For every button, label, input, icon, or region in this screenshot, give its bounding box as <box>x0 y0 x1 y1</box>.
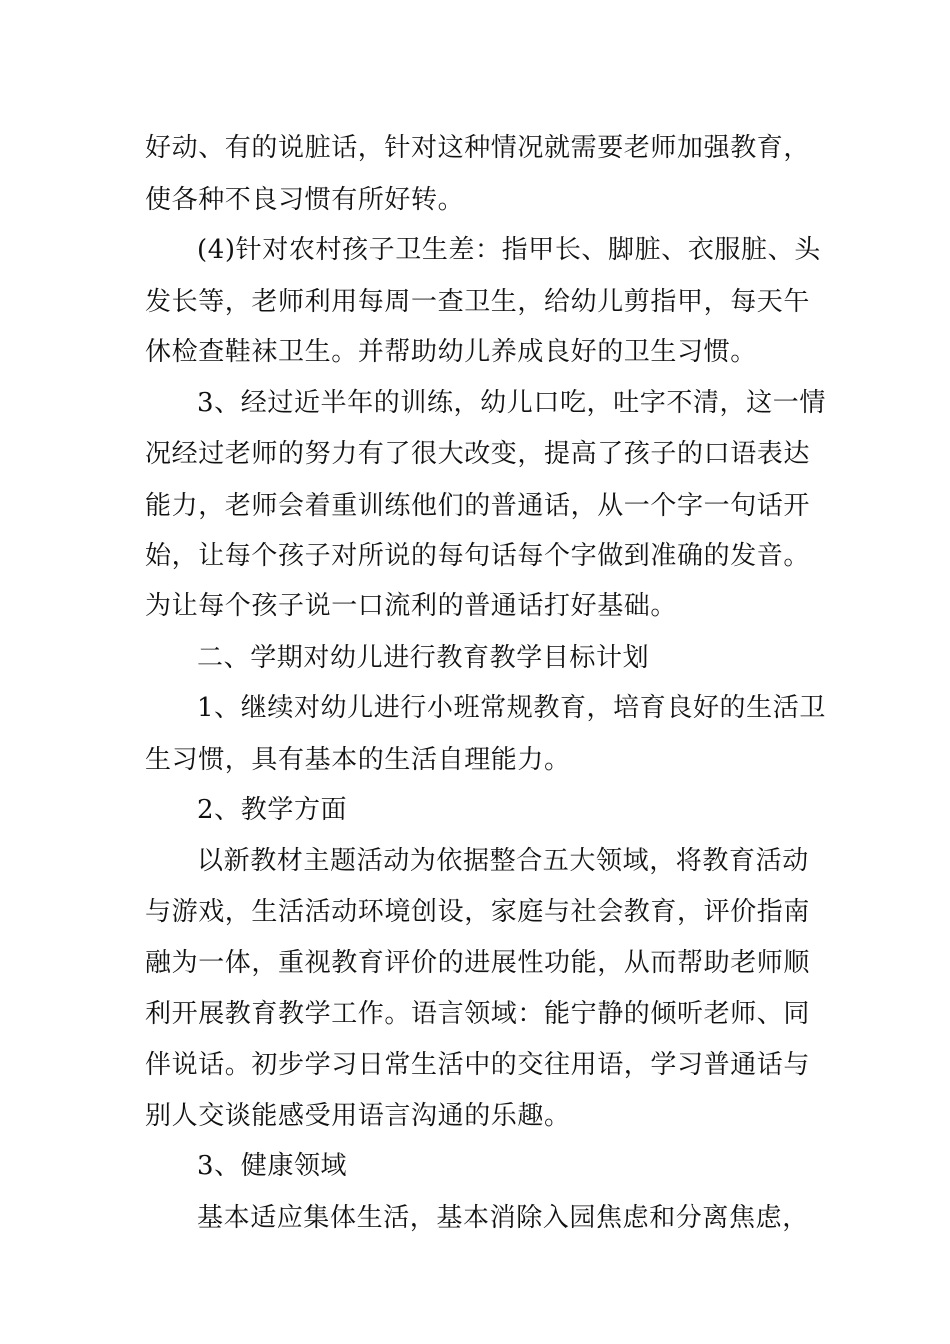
text-line: 为让每个孩子说一口流利的普通话打好基础。 <box>145 591 678 621</box>
text-line: 使各种不良习惯有所好转。 <box>145 185 465 215</box>
text-line: 伴说话。初步学习日常生活中的交往用语，学习普通话与 <box>145 1050 811 1080</box>
text-line: 况经过老师的努力有了很大改变，提高了孩子的口语表达 <box>145 439 811 469</box>
text-line: 与游戏，生活活动环境创设，家庭与社会教育，评价指南 <box>145 897 811 927</box>
text-line: 3、经过近半年的训练，幼儿口吃，吐字不清，这一情 <box>197 388 826 418</box>
text-line: (4)针对农村孩子卫生差：指甲长、脚脏、衣服脏、头 <box>197 235 821 265</box>
text-line: 基本适应集体生活，基本消除入园焦虑和分离焦虑， <box>197 1203 809 1233</box>
text-line: 1、继续对幼儿进行小班常规教育，培育良好的生活卫 <box>197 693 826 723</box>
subsection-heading: 2、教学方面 <box>197 795 348 825</box>
section-heading: 二、学期对幼儿进行教育教学目标计划 <box>197 643 650 673</box>
text-line: 生习惯，具有基本的生活自理能力。 <box>145 745 571 775</box>
text-line: 能力，老师会着重训练他们的普通话，从一个字一句话开 <box>145 491 811 521</box>
text-line: 利开展教育教学工作。语言领域：能宁静的倾听老师、同 <box>145 999 811 1029</box>
text-line: 发长等，老师利用每周一查卫生，给幼儿剪指甲，每天午 <box>145 287 811 317</box>
text-line: 别人交谈能感受用语言沟通的乐趣。 <box>145 1101 571 1131</box>
text-line: 好动、有的说脏话，针对这种情况就需要老师加强教育， <box>145 133 811 163</box>
text-line: 始，让每个孩子对所说的每句话每个字做到准确的发音。 <box>145 541 811 571</box>
subsection-heading: 3、健康领域 <box>197 1151 348 1181</box>
text-line: 休检查鞋袜卫生。并帮助幼儿养成良好的卫生习惯。 <box>145 337 757 367</box>
text-line: 融为一体，重视教育评价的进展性功能，从而帮助老师顺 <box>145 948 811 978</box>
text-line: 以新教材主题活动为依据整合五大领域，将教育活动 <box>197 846 809 876</box>
